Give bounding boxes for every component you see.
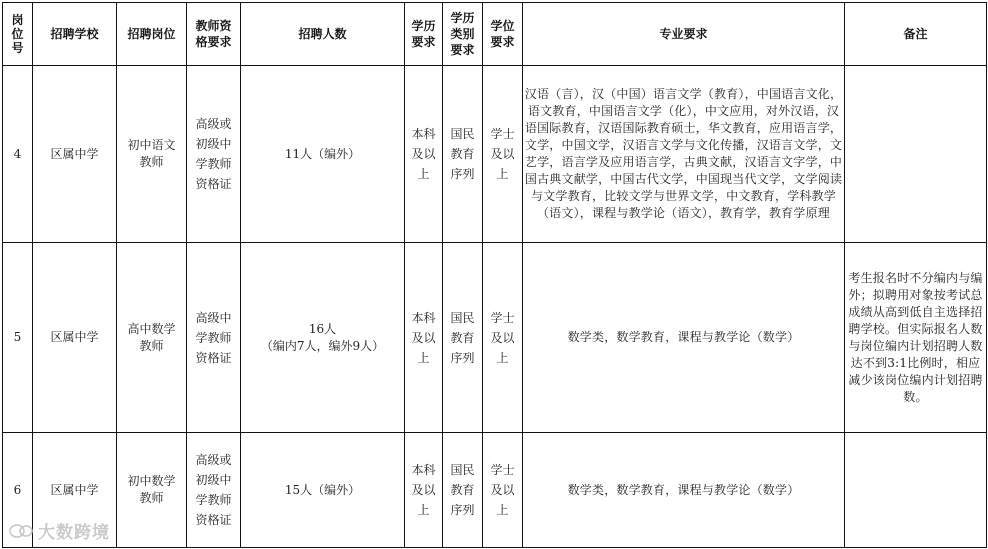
header-school: 招聘学校 [33, 3, 117, 66]
recruitment-table [2, 2, 987, 548]
post-no-cell: 6 [3, 433, 33, 548]
note-cell: 考生报名时不分编内与编外；拟聘用对象按考试总成绩从高到低自主选择招聘学校。但实际报名人数与岗位编内计划招聘人数达不到3:1比例时，相应减少该岗位编内计划招聘数。 [845, 243, 987, 433]
edu-type-cell: 国民教育序列 [443, 66, 483, 243]
post-no-cell: 4 [3, 66, 33, 243]
degree-cell: 学士及以上 [483, 66, 523, 243]
qualification-cell: 高级或初级中学教师资格证 [187, 66, 241, 243]
school-cell: 区属中学 [33, 433, 117, 548]
table-row [3, 66, 987, 243]
header-education: 学历要求 [405, 3, 443, 66]
header-qualification: 教师资格要求 [187, 3, 241, 66]
degree-cell: 学士及以上 [483, 433, 523, 548]
post-no-cell: 5 [3, 243, 33, 433]
header-note: 备注 [845, 3, 987, 66]
header-count: 招聘人数 [241, 3, 405, 66]
header-edu-type: 学历类别要求 [443, 3, 483, 66]
major-cell: 数学类，数学教育，课程与教学论（数学） [523, 433, 845, 548]
position-cell: 高中数学教师 [117, 243, 187, 433]
major-cell: 汉语（言），汉（中国）语言文学（教育），中国语言文化，语文教育，中国语言文学（化），中文应用，对外汉语，汉语国际教育，汉语国际教育硕士，华文教育，应用语言学，文学，中国文学，汉语言文学与文化传播，汉语言文学，文艺学，语言学及应用语言学，古典文献，汉语言文字学，中国古典文献学，中国古代文学，中国现当代文学，文学阅读与文学教育，比较文学与世界文学，中文教育，学科教学（语文），课程与教学论（语文），教育学，教育学原理 [523, 66, 845, 243]
count-cell [241, 433, 405, 548]
school-cell: 区属中学 [33, 66, 117, 243]
header-degree: 学位要求 [483, 3, 523, 66]
count-main: 16人 [308, 321, 337, 336]
edu-type-cell: 国民教育序列 [443, 243, 483, 433]
position-cell: 初中语文教师 [117, 66, 187, 243]
qualification-cell: 高级或初级中学教师资格证 [187, 433, 241, 548]
header-row [3, 3, 987, 66]
education-cell: 本科及以上 [405, 243, 443, 433]
watermark-text: 大数跨境 [38, 523, 110, 543]
header-major: 专业要求 [523, 3, 845, 66]
count-detail: （编内7人，编外9人） [260, 338, 385, 353]
count-cell [241, 66, 405, 243]
degree-cell: 学士及以上 [483, 243, 523, 433]
table-row [3, 433, 987, 548]
header-position: 招聘岗位 [117, 3, 187, 66]
count-cell [241, 243, 405, 433]
note-cell-empty [845, 433, 987, 548]
count-main: 15人（编外） [284, 482, 361, 497]
education-cell: 本科及以上 [405, 433, 443, 548]
note-cell-empty [845, 66, 987, 243]
count-main: 11人（编外） [284, 146, 361, 161]
qualification-cell: 高级中学教师资格证 [187, 243, 241, 433]
table-row [3, 243, 987, 433]
position-cell: 初中数学教师 [117, 433, 187, 548]
header-post-no: 岗位号 [3, 3, 33, 66]
school-cell: 区属中学 [33, 243, 117, 433]
edu-type-cell: 国民教育序列 [443, 433, 483, 548]
major-cell: 数学类，数学教育，课程与教学论（数学） [523, 243, 845, 433]
education-cell: 本科及以上 [405, 66, 443, 243]
